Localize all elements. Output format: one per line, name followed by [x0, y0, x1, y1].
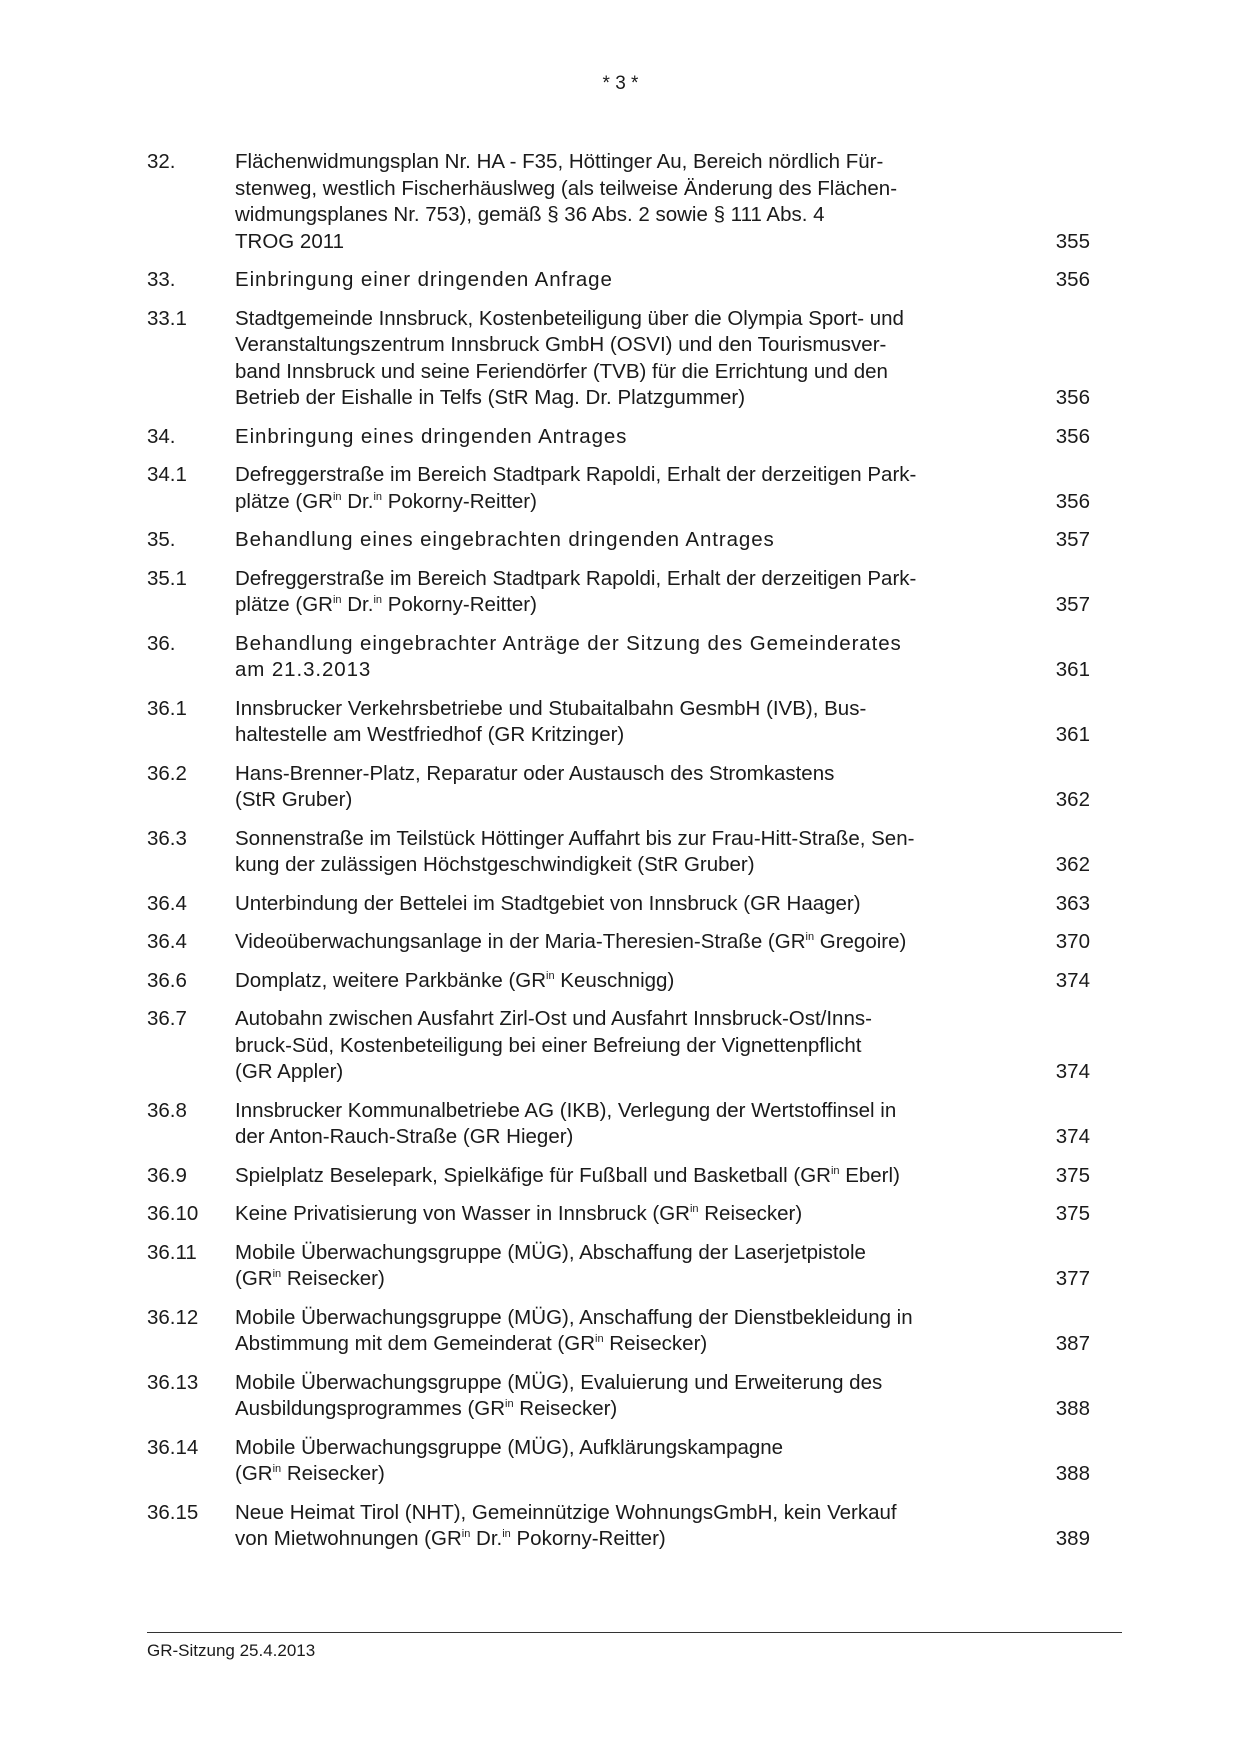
toc-entry: [147, 527, 1090, 554]
entry-number: 35.1: [147, 566, 187, 590]
entry-number: 36.11: [147, 1240, 197, 1264]
toc-entry: [147, 1500, 1090, 1553]
entry-title: Flächenwidmungsplan Nr. HA - F35, Höttinger Au, Bereich nördlich Für- stenweg, westlich Fischerhäuslweg (als teilweise Änderung des Flächen- widmungsplanes Nr. 753), gemäß § 36 Abs. 2 sowie § 111 Abs. 4 TROG 2011: [235, 150, 898, 253]
entry-page: 362: [1055, 788, 1090, 811]
toc-entry: [147, 462, 1090, 515]
entry-title: Mobile Überwachungsgruppe (MÜG), Anschaffung der Dienstbekleidung in Abstimmung mit dem Gemeinderat ($GR^{in}$ Reisecker): [235, 1305, 913, 1355]
entry-page: 375: [1055, 1163, 1090, 1187]
toc-entry: [147, 1240, 1090, 1293]
entry-page: 361: [1055, 658, 1090, 681]
entry-page: 355: [1055, 229, 1090, 253]
entry-page: 356: [1055, 424, 1090, 448]
entry-page: 356: [1055, 386, 1090, 409]
entry-number: 34.: [147, 424, 176, 448]
entry-title: Stadtgemeinde Innsbruck, Kostenbeteiligung über die Olympia Sport- und Veranstaltungszentrum Innsbruck GmbH (OSVI) und den Tourismusver- band Innsbruck und seine Feriendörfer (TVB) für die Errichtung und den Betrieb der Eishalle in Telfs (StR Mag. Dr. Platzgummer): [235, 306, 904, 409]
toc-entry: [147, 1163, 1090, 1190]
toc-entry: [147, 696, 1090, 749]
entry-number: 36.: [147, 631, 176, 655]
footer-divider: [147, 1632, 1122, 1633]
entry-title: Innsbrucker Verkehrsbetriebe und Stubaitalbahn GesmbH (IVB), Bus- haltestelle am Westfriedhof (GR Kritzinger): [235, 696, 867, 746]
entry-title: Hans-Brenner-Platz, Reparatur oder Austausch des Stromkastens (StR Gruber): [235, 761, 835, 811]
entry-title: Spielplatz Beselepark, Spielkäfige für Fußball und Basketball ($GR^{in}$ Eberl): [235, 1163, 900, 1187]
entry-number: 36.2: [147, 761, 187, 785]
entry-page: 356: [1055, 489, 1090, 513]
entry-number: 32.: [147, 150, 176, 173]
entry-title: Unterbindung der Bettelei im Stadtgebiet von Innsbruck (GR Haager): [235, 891, 861, 915]
entry-number: 35.: [147, 528, 176, 551]
entry-title: Behandlung eingebrachter Anträge der Sitzung des Gemeinderates am 21.3.2013: [235, 631, 902, 681]
entry-number: 33.: [147, 268, 176, 291]
entry-page: 388: [1055, 1462, 1090, 1485]
page-number: * 3 *: [602, 73, 639, 94]
toc-entry: [147, 1098, 1090, 1151]
entry-title: Domplatz, weitere Parkbänke ($GR^{in}$ Keuschnigg): [235, 968, 675, 992]
entry-title: Mobile Überwachungsgruppe (MÜG), Aufklärungskampagne ($GR^{in}$ Reisecker): [235, 1435, 784, 1485]
entry-page: 357: [1055, 528, 1090, 551]
entry-page: 377: [1055, 1267, 1090, 1290]
toc-entry: [147, 891, 1090, 918]
toc-entry: [147, 566, 1090, 619]
entry-page: 389: [1055, 1527, 1090, 1550]
entry-number: 34.1: [147, 463, 187, 486]
entry-title: Autobahn zwischen Ausfahrt Zirl-Ost und Ausfahrt Innsbruck-Ost/Inns- bruck-Süd, Kostenbeteiligung bei einer Befreiung der Vignettenpflicht (GR Appler): [235, 1007, 872, 1083]
toc-entry: [147, 1201, 1090, 1228]
toc-entry: [147, 968, 1090, 995]
entry-number: 36.13: [147, 1370, 199, 1394]
entry-title: Neue Heimat Tirol (NHT), Gemeinnützige WohnungsGmbH, kein Verkauf von Mietwohnungen ($GR^{in}$ Dr.$^{in}$ Pokorny-Reitter): [235, 1500, 897, 1550]
table-of-contents: [147, 149, 1090, 1565]
entry-page: 370: [1055, 930, 1090, 953]
entry-title: Sonnenstraße im Teilstück Höttinger Auffahrt bis zur Frau-Hitt-Straße, Sen- kung der zulässigen Höchstgeschwindigkeit (StR Gruber): [235, 826, 915, 876]
entry-number: 36.8: [147, 1098, 187, 1122]
entry-title: Defreggerstraße im Bereich Stadtpark Rapoldi, Erhalt der derzeitigen Park- plätze ($GR^{in}$ Dr.$^{in}$ Pokorny-Reitter): [235, 566, 917, 616]
toc-entry: [147, 424, 1090, 451]
entry-page: 374: [1055, 968, 1090, 992]
toc-entry: [147, 631, 1090, 684]
entry-title: Keine Privatisierung von Wasser in Innsbruck ($GR^{in}$ Reisecker): [235, 1202, 803, 1225]
entry-number: 33.1: [147, 306, 187, 330]
entry-page: 388: [1055, 1397, 1090, 1420]
entry-page: 357: [1055, 593, 1090, 616]
entry-title: Defreggerstraße im Bereich Stadtpark Rapoldi, Erhalt der derzeitigen Park- plätze ($GR^{in}$ Dr.$^{in}$ Pokorny-Reitter): [235, 463, 917, 513]
toc-entry: [147, 1006, 1090, 1086]
toc-entry: [147, 149, 1090, 255]
toc-entry: [147, 306, 1090, 412]
entry-title: Videoüberwachungsanlage in der Maria-Theresien-Straße ($GR^{in}$ Gregoire): [235, 930, 907, 953]
footer-text: GR-Sitzung 25.4.2013: [147, 1641, 316, 1660]
entry-page: 374: [1055, 1060, 1090, 1083]
entry-page: 375: [1055, 1202, 1090, 1225]
entry-page: 362: [1055, 853, 1090, 876]
entry-page: 361: [1055, 723, 1090, 746]
entry-number: 36.4: [147, 891, 187, 915]
toc-entry: [147, 761, 1090, 814]
entry-number: 36.15: [147, 1500, 199, 1524]
entry-title: Behandlung eines eingebrachten dringenden Antrages: [235, 528, 775, 551]
toc-entry: [147, 1370, 1090, 1423]
entry-number: 36.3: [147, 826, 187, 850]
entry-number: 36.6: [147, 968, 187, 992]
toc-entry: [147, 267, 1090, 294]
entry-number: 36.12: [147, 1305, 199, 1329]
toc-entry: [147, 826, 1090, 879]
entry-number: 36.1: [147, 696, 187, 720]
entry-number: 36.10: [147, 1202, 199, 1225]
entry-title: Mobile Überwachungsgruppe (MÜG), Abschaffung der Laserjetpistole ($GR^{in}$ Reisecker): [235, 1240, 866, 1290]
entry-title: Einbringung eines dringenden Antrages: [235, 424, 628, 448]
entry-number: 36.14: [147, 1435, 199, 1459]
entry-page: 356: [1055, 268, 1090, 291]
entry-title: Einbringung einer dringenden Anfrage: [235, 268, 613, 291]
entry-page: 363: [1055, 891, 1090, 915]
toc-entry: [147, 1305, 1090, 1358]
entry-page: 374: [1055, 1125, 1090, 1148]
entry-number: 36.7: [147, 1007, 187, 1030]
entry-number: 36.4: [147, 930, 187, 953]
toc-entry: [147, 929, 1090, 956]
entry-number: 36.9: [147, 1163, 187, 1187]
entry-page: 387: [1055, 1332, 1090, 1355]
entry-title: Innsbrucker Kommunalbetriebe AG (IKB), Verlegung der Wertstoffinsel in der Anton-Rauch-Straße (GR Hieger): [235, 1098, 897, 1148]
entry-title: Mobile Überwachungsgruppe (MÜG), Evaluierung und Erweiterung des Ausbildungsprogrammes ($GR^{in}$ Reisecker): [235, 1370, 883, 1420]
toc-entry: [147, 1435, 1090, 1488]
